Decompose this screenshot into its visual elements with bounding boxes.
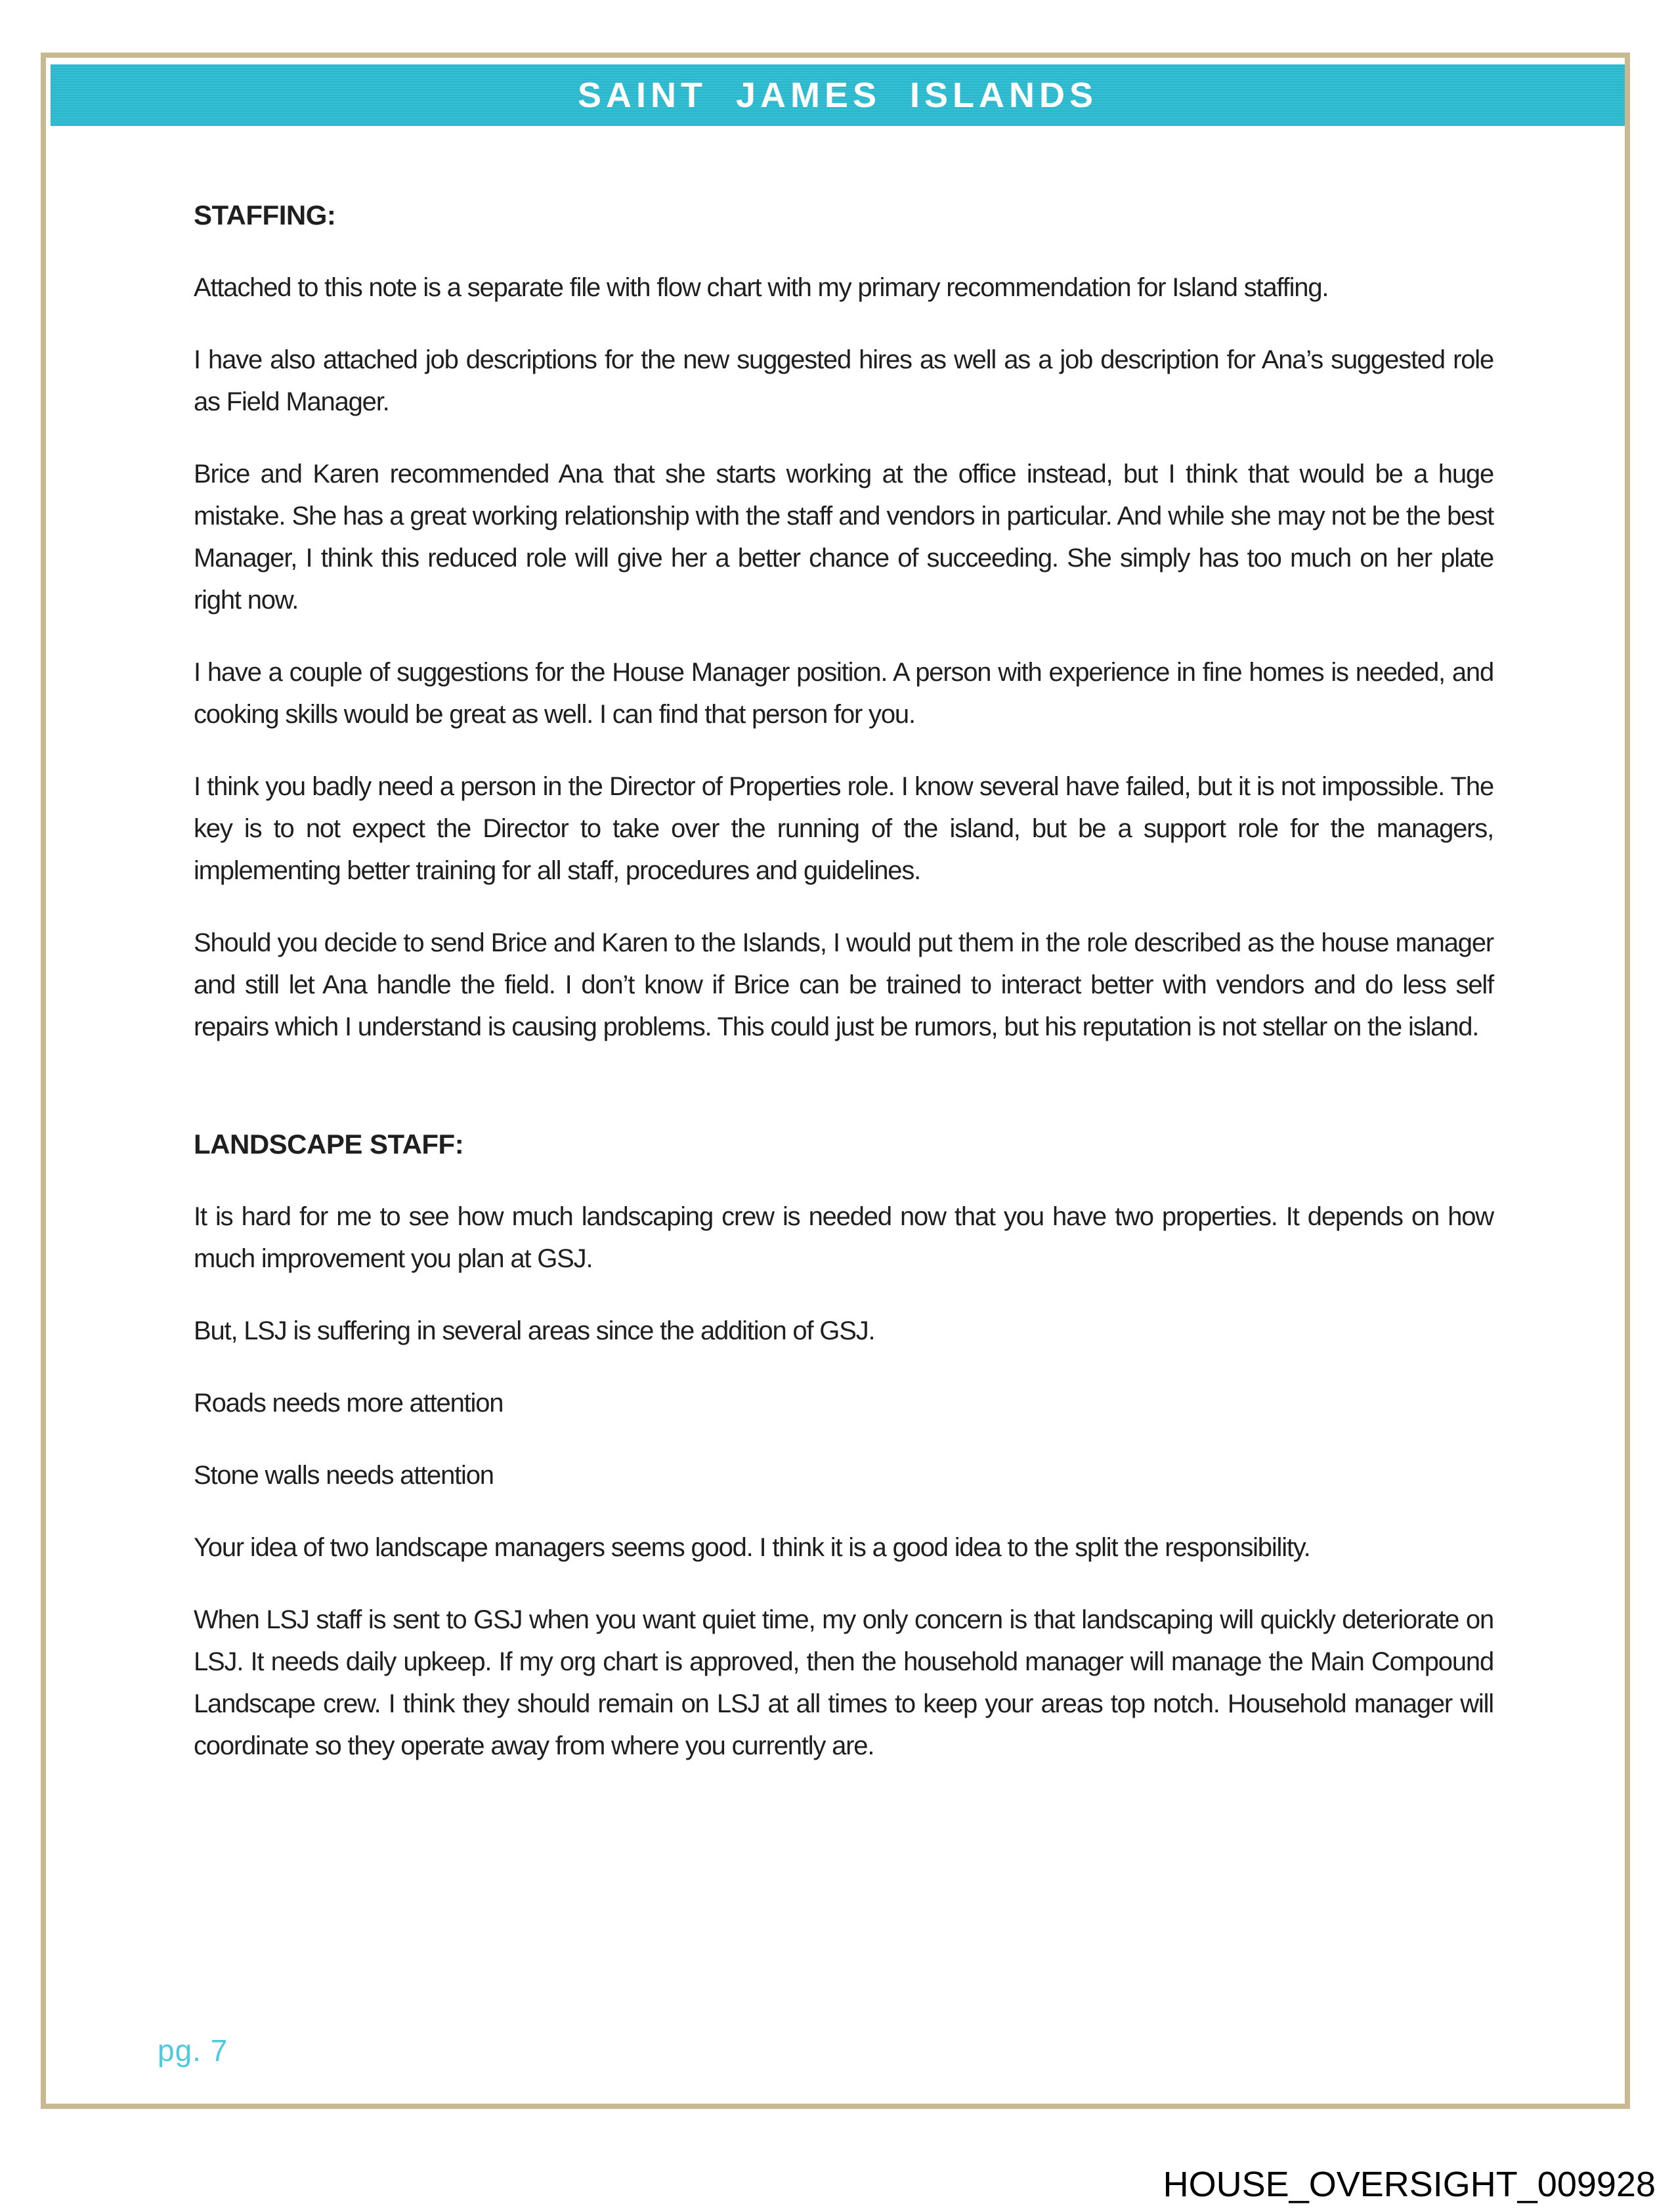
header-bar bbox=[51, 64, 1625, 126]
paragraph-landscape-2: But, LSJ is suffering in several areas since the addition of GSJ. bbox=[194, 1316, 875, 1345]
paragraph-staffing-6: Should you decide to send Brice and Karen to the Islands, I would put them in the role described as the house manager and still let Ana handle the field. I don’t know if Brice can be trained to interact better with vendors and do less self repairs which I understand is causing problems. This could just be rumors, but his reputation is not stellar on the island. bbox=[194, 928, 1493, 1041]
page-title: SAINT JAMES ISLANDS bbox=[577, 76, 1098, 115]
page-number: pg. 7 bbox=[158, 2033, 228, 2068]
paragraph-landscape-1: It is hard for me to see how much landscaping crew is needed now that you have two properties. It depends on how much improvement you plan at GSJ. bbox=[194, 1202, 1493, 1273]
section-heading-landscape-staff: LANDSCAPE STAFF: bbox=[194, 1129, 464, 1160]
paragraph-landscape-4: Stone walls needs attention bbox=[194, 1461, 494, 1490]
paragraph-landscape-3: Roads needs more attention bbox=[194, 1389, 504, 1418]
bates-stamp: HOUSE_OVERSIGHT_009928 bbox=[1163, 2165, 1656, 2204]
paragraph-staffing-3: Brice and Karen recommended Ana that she starts working at the office instead, but I think that would be a huge mistake. She has a great working relationship with the staff and vendors in particular. And while she may not be the best Manager, I think this reduced role will give her a better chance of succeeding. She simply has too much on her plate right now. bbox=[194, 460, 1493, 615]
paragraph-landscape-5: Your idea of two landscape managers seems good. I think it is a good idea to the split the responsibility. bbox=[194, 1533, 1310, 1562]
memo-page bbox=[41, 53, 1630, 2109]
paragraph-staffing-5: I think you badly need a person in the Director of Properties role. I know several have failed, but it is not impossible. The key is to not expect the Director to take over the running of the island, but be a support role for the managers, implementing better training for all staff, procedures and guidelines. bbox=[194, 772, 1493, 885]
section-heading-staffing: STAFFING: bbox=[194, 200, 336, 230]
paragraph-staffing-1: Attached to this note is a separate file with flow chart with my primary recommendation for Island staffing. bbox=[194, 273, 1329, 302]
paragraph-staffing-2: I have also attached job descriptions for the new suggested hires as well as a job description for Ana’s suggested role as Field Manager. bbox=[194, 345, 1493, 416]
memo-body bbox=[194, 194, 1493, 1797]
paragraph-staffing-4: I have a couple of suggestions for the House Manager position. A person with experience in fine homes is needed, and cooking skills would be great as well. I can find that person for you. bbox=[194, 658, 1493, 729]
paragraph-landscape-6: When LSJ staff is sent to GSJ when you want quiet time, my only concern is that landscaping will quickly deteriorate on LSJ. It needs daily upkeep. If my org chart is approved, then the household manager will manage the Main Compound Landscape crew. I think they should remain on LSJ at all times to keep your areas top notch. Household manager will coordinate so they operate away from where you currently are. bbox=[194, 1605, 1493, 1760]
